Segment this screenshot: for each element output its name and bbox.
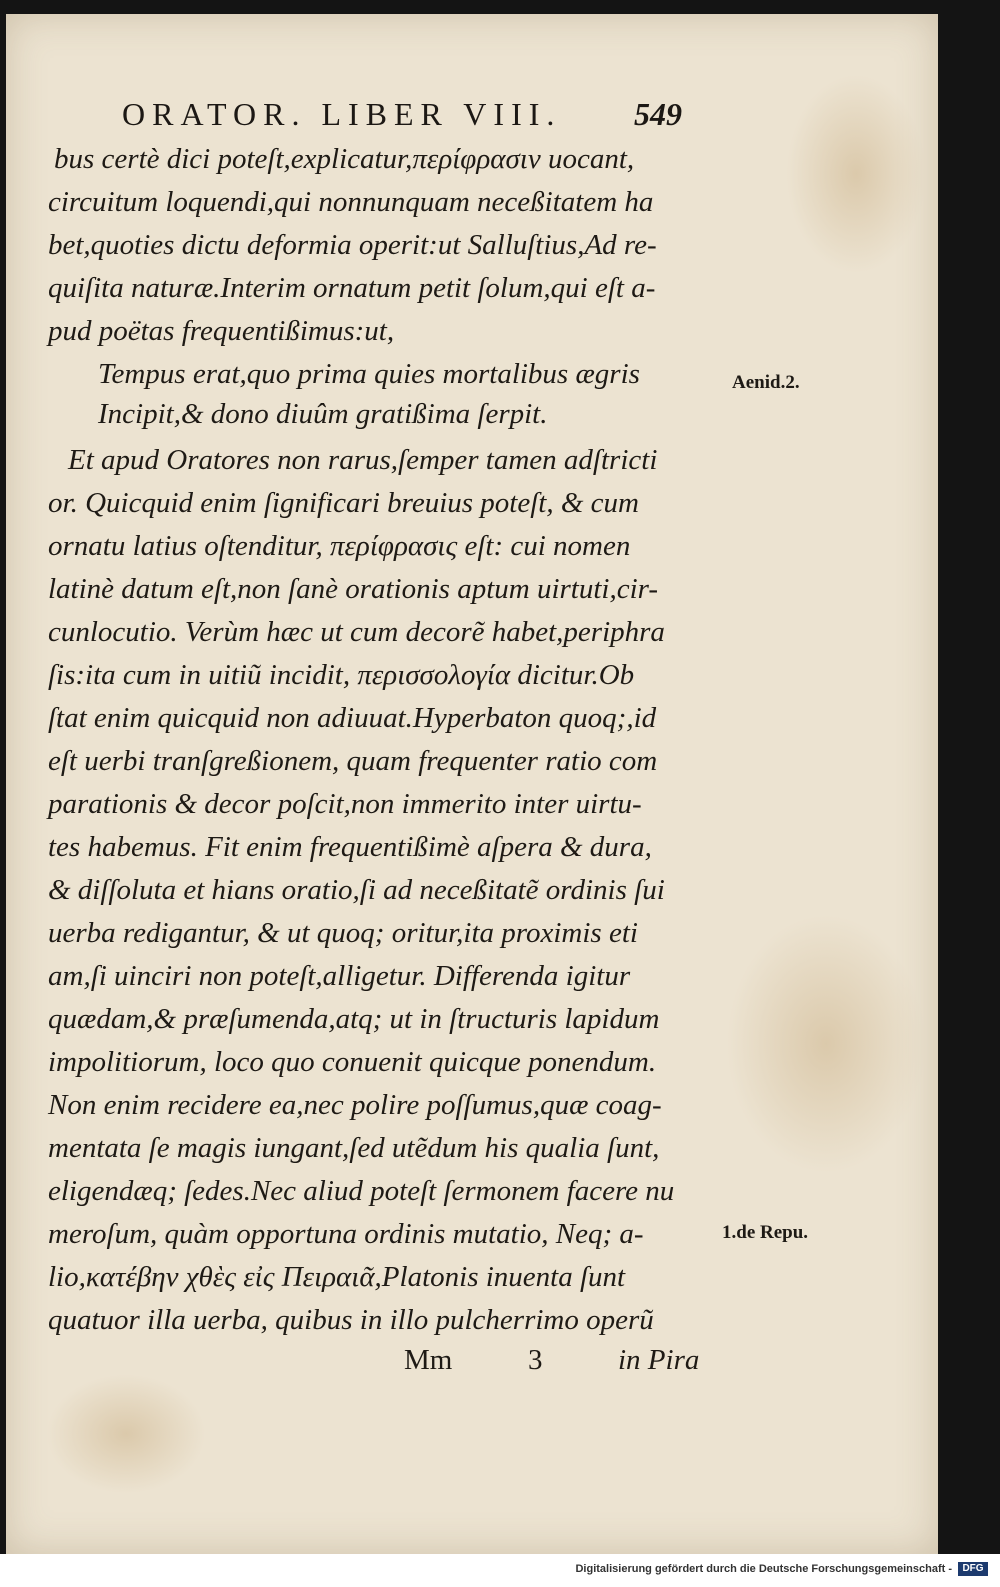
text-line: mentata ſe magis iungant,ſed utẽdum his qualia ſunt, <box>48 1132 660 1164</box>
text-line: am,ſi uinciri non poteſt,alligetur. Differenda igitur <box>48 960 631 992</box>
text-line: & diſſoluta et hians oratio,ſi ad neceßitatẽ ordinis ſui <box>48 874 665 906</box>
text-line: ſtat enim quicquid non adiuuat.Hyperbaton quoq;,id <box>48 702 657 734</box>
dfg-logo-icon: DFG <box>958 1562 988 1576</box>
signature-number: 3 <box>528 1344 543 1376</box>
text-line: parationis & decor poſcit,non immerito inter uirtu- <box>48 788 642 820</box>
text-line: latinè datum eſt,non ſanè orationis aptum uirtuti,cir- <box>48 573 659 605</box>
footer-bar <box>0 1554 1000 1587</box>
text-line: quatuor illa uerba, quibus in illo pulcherrimo operũ <box>48 1304 654 1336</box>
text-line: bet,quoties dictu deformia operit:ut Salluſtius,Ad re- <box>48 229 657 261</box>
signature-mark: Mm <box>404 1344 453 1376</box>
running-head <box>122 96 722 136</box>
text-line: impolitiorum, loco quo conuenit quicque ponendum. <box>48 1046 657 1078</box>
text-line: or. Quicquid enim ſignificari breuius poteſt, & cum <box>48 487 639 519</box>
text-line: eſt uerbi tranſgreßionem, quam frequenter ratio com <box>48 745 658 777</box>
page-number: 549 <box>634 96 682 132</box>
paper-stain <box>726 914 926 1174</box>
marginal-note-repub: 1.de Repu. <box>722 1222 809 1243</box>
footer-credit: Digitalisierung gefördert durch die Deutsche Forschungsgemeinschaft - <box>575 1563 952 1575</box>
verse-line: Tempus erat,quo prima quies mortalibus ægris <box>98 358 640 390</box>
catchword: in Pira <box>618 1344 700 1376</box>
text-line: ſis:ita cum in uitiũ incidit, περισσολογία dicitur.Ob <box>48 659 635 691</box>
text-line: Non enim recidere ea,nec polire poſſumus,quæ coag- <box>48 1089 662 1121</box>
paper-stain <box>786 74 926 274</box>
text-line: eligendæq; ſedes.Nec aliud poteſt ſermonem facere nu <box>48 1175 675 1207</box>
verse-line: Incipit,& dono diuûm gratißima ſerpit. <box>98 398 548 430</box>
marginal-note-aeneid: Aenid.2. <box>732 372 800 393</box>
text-line: cunlocutio. Verùm hæc ut cum decorẽ habet,periphra <box>48 616 665 648</box>
text-line: tes habemus. Fit enim frequentißimè aſpera & dura, <box>48 831 652 863</box>
text-line: quiſita naturæ.Interim ornatum petit ſolum,qui eſt a- <box>48 272 656 304</box>
text-line: lio,κατέβην χθὲς εἰς Πειραιᾶ,Platonis inuenta ſunt <box>48 1261 626 1293</box>
text-line: ornatu latius oſtenditur, περίφρασις eſt: cui nomen <box>48 530 631 562</box>
text-line: Et apud Oratores non rarus,ſemper tamen adſtricti <box>68 444 658 476</box>
text-line: quædam,& præſumenda,atq; ut in ſtructuris lapidum <box>48 1003 660 1035</box>
paper-stain <box>46 1374 206 1494</box>
text-line: uerba redigantur, & ut quoq; oritur,ita proximis eti <box>48 917 638 949</box>
text-line: bus certè dici poteſt,explicatur,περίφρασιν uocant, <box>54 143 635 175</box>
text-line: pud poëtas frequentißimus:ut, <box>48 315 395 347</box>
text-line: meroſum, quàm opportuna ordinis mutatio, Neq; a- <box>48 1218 644 1250</box>
text-line: circuitum loquendi,qui nonnunquam neceßitatem ha <box>48 186 654 218</box>
running-head-title: ORATOR. LIBER VIII. <box>122 96 562 132</box>
